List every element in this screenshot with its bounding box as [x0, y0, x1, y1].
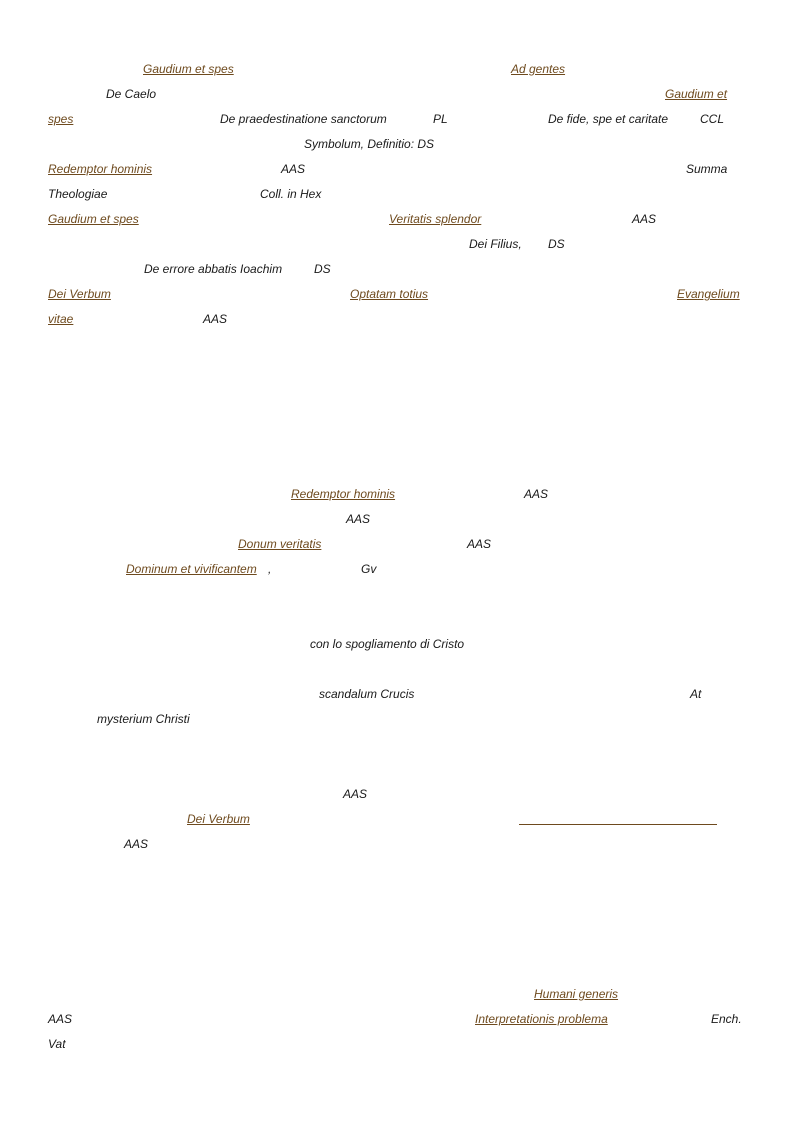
citation-de-fide: De fide, spe et caritate — [548, 112, 669, 126]
citation-vat: Vat — [48, 1037, 66, 1051]
citation-aas: AAS — [467, 537, 492, 551]
link-ad-gentes[interactable]: Ad gentes — [511, 62, 566, 76]
phrase-scandalum-crucis: scandalum Crucis — [319, 687, 415, 701]
link-optatam-totius[interactable]: Optatam totius — [350, 287, 429, 301]
link-redemptor-hominis[interactable]: Redemptor hominis — [291, 487, 396, 501]
link-dominum-et-vivificantem[interactable]: Dominum et vivificantem — [126, 562, 257, 576]
citation-aas: AAS — [124, 837, 149, 851]
citation-summa: Summa — [686, 162, 728, 176]
link-veritatis-splendor[interactable]: Veritatis splendor — [389, 212, 482, 226]
punctuation-comma: , — [268, 562, 272, 576]
citation-aas: AAS — [524, 487, 549, 501]
link-redemptor-hominis[interactable]: Redemptor hominis — [48, 162, 153, 176]
link-dei-verbum[interactable]: Dei Verbum — [187, 812, 250, 826]
citation-coll-in-hex: Coll. in Hex — [260, 187, 322, 201]
citation-dei-filius: Dei Filius, — [469, 237, 522, 251]
citation-de-errore: De errore abbatis Ioachim — [144, 262, 283, 276]
citation-de-praedestinatione: De praedestinatione sanctorum — [220, 112, 387, 126]
underline-blank-link — [519, 824, 717, 825]
link-gaudium-et-spes[interactable]: Gaudium et spes — [48, 212, 139, 226]
citation-de-caelo: De Caelo — [106, 87, 157, 101]
link-humani-generis[interactable]: Humani generis — [534, 987, 619, 1001]
link-dei-verbum[interactable]: Dei Verbum — [48, 287, 111, 301]
link-donum-veritatis[interactable]: Donum veritatis — [238, 537, 322, 551]
citation-ccl: CCL — [700, 112, 725, 126]
phrase-at: At — [690, 687, 702, 701]
citation-ds: DS — [314, 262, 331, 276]
link-gaudium-et-spes[interactable]: Gaudium et spes — [143, 62, 234, 76]
link-interpretationis-problema[interactable]: Interpretationis problema — [475, 1012, 608, 1026]
citation-theologiae: Theologiae — [48, 187, 108, 201]
link-vitae-part2[interactable]: vitae — [48, 312, 74, 326]
phrase-mysterium-christi: mysterium Christi — [97, 712, 190, 726]
link-spes-part2[interactable]: spes — [48, 112, 74, 126]
citation-ds: DS — [548, 237, 565, 251]
citation-gv: Gv — [361, 562, 377, 576]
citation-aas: AAS — [281, 162, 306, 176]
citation-aas: AAS — [203, 312, 228, 326]
citation-ench: Ench. — [711, 1012, 742, 1026]
citation-aas: AAS — [48, 1012, 73, 1026]
link-gaudium-et-part1[interactable]: Gaudium et — [665, 87, 728, 101]
citation-aas: AAS — [346, 512, 371, 526]
link-evangelium-part1[interactable]: Evangelium — [677, 287, 740, 301]
citation-aas: AAS — [343, 787, 368, 801]
citation-symbolum: Symbolum, Definitio: DS — [304, 137, 435, 151]
citation-pl: PL — [433, 112, 448, 126]
phrase-spogliamento: con lo spogliamento di Cristo — [310, 637, 465, 651]
citation-aas: AAS — [632, 212, 657, 226]
